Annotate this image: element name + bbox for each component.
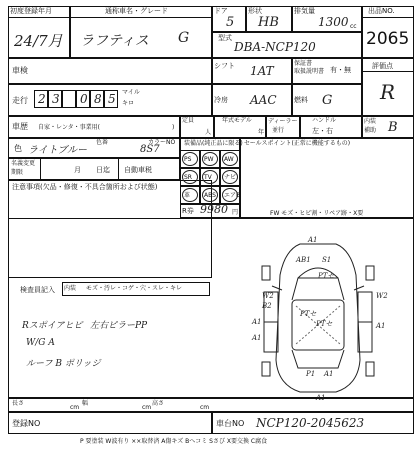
ac-value: AAC [250,93,277,107]
displacement-label: 排気量 [294,7,315,15]
equipment-item-label: SR [184,174,192,181]
auction-sheet: 初度登録年月 24/7月 通称車名・グレード ラフティス G ドア 5 形状 HB 排気量 1300 cc 型式 DBA-NCP120 出品NO. 2065 車検 シフト 1AT 保証書 取扱説明書 有・無 評価点 R 走行 2 3 0 8 5 マイル キロ 冷房 AAC 燃料 G 定員 人 年式モデル 年 ディーラー 並行 ハンドル 左・右 内装 補助 B 車歴 自家・レンタ・事業用( ) 色 ライトブルー 色番 8S7 カラーNO 名義変更 期限 月 日迄 自動車税 注意事項(欠品・修復・不具合箇所および状態) 装備品(純正品に限る) PS PW AW SR TV ナビ 革 ABS エアB R券 9980 円 セールスポイント(正常に機能するもの) FW モズ・ヒビ割・リペア跡・X要 検査員記入 内装 モズ・汚レ・コゲ・穴・スレ・キレ Rスポイアヒビ 左右ピラーPP W/G A ルーフ B ポリッジ A1 AB1 S1 PTセ W2 B2 A1 A1 W2 A1 PTセ PTセ P1 A1 A1 長さ cm 幅 cm 高さ cm 登録NO 車台NO NCP120-2045623 P 要塗装 W波有り ××取替済 A傷キズ Bへコミ Sさび X要交換 C腐食 [0,0,420,450]
history-close: ) [172,124,175,131]
first-reg-value: 24/7月 [14,32,63,50]
damage-mark: A1 [324,370,334,378]
damage-mark: PTセ [318,272,335,280]
month-label: 月 [74,166,81,174]
equipment-item-label: PS [184,156,192,163]
damage-mark: B2 [262,302,272,310]
warranty-choice: 有・無 [330,66,351,74]
displacement-unit: cc [350,23,357,30]
color-no-label: 色番 [96,139,109,146]
damage-mark: A1 [376,322,386,330]
shape-value: HB [258,15,279,30]
shape-label: 形状 [248,7,262,15]
model-year-label: 年式モデル [222,117,252,124]
damage-mark: A1 [316,394,326,402]
color-label: 色 [14,144,22,153]
color-value: ライトブルー [28,145,87,156]
damage-mark: AB1 [296,256,311,264]
equipment-item-label: 革 [184,192,191,199]
recycle-value: 9980 [200,203,228,216]
damage-mark: A1 [252,318,262,326]
lot-number: 2065 [366,29,410,49]
dealer-label: ディーラー [268,118,298,125]
inspector-interior-label: 内装 [64,285,77,292]
inspector-interior-text: モズ・汚レ・コゲ・穴・スレ・キレ [86,285,182,292]
shift-value: 1AT [250,64,274,78]
capacity-unit: 人 [205,129,212,136]
damage-legend: P 要塗装 W波有り ××取替済 A傷キズ Bへコミ Sさび X要交換 C腐食 [80,438,268,445]
capacity-label: 定員 [182,117,195,124]
door-label: ドア [214,7,228,15]
interior-label: 内装 [364,118,377,125]
color-change-label: カラーNO [148,139,176,146]
sales-point-footer: FW モズ・ヒビ割・リペア跡・X要 [270,210,364,217]
ac-label: 冷房 [214,96,228,104]
door-value: 5 [226,15,235,30]
model-year-unit: 年 [258,129,265,136]
width-label: 幅 [82,400,89,407]
score-label: 評価点 [372,62,393,70]
damage-mark: PTセ [300,310,317,318]
mileage-unit-mile: マイル [122,89,140,96]
damage-mark: A1 [308,236,318,244]
lot-label: 出品NO. [368,7,395,15]
model-value: DBA-NCP120 [234,40,316,54]
recycle-label: R券 [182,207,194,215]
equipment-item-label: ABS [204,192,216,199]
inspector-note-3: W/G A [26,338,55,348]
equipment-item-label: PW [204,156,214,163]
recycle-unit: 円 [232,209,239,216]
color-no-value: 8S7 [140,144,160,155]
warranty-sub-label: 取扱説明書 [294,68,325,75]
displacement-value: 1300 [318,15,349,29]
inspector-note-2: 左右ピラーPP [90,321,148,331]
name-change-label: 名義変更 [11,160,36,167]
length-label: 長さ [12,400,25,407]
damage-mark: P1 [306,370,316,378]
height-unit: cm [200,404,210,411]
name-grade-label: 通称車名・グレード [105,7,168,15]
interior-value: B [388,120,398,135]
tax-label: 自動車税 [124,166,152,174]
damage-mark: W2 [376,292,388,300]
inspector-note-4: ルーフ B ポリッジ [26,359,101,369]
damage-mark: S1 [322,256,332,264]
sales-point-label: セールスポイント(正常に機能するもの) [244,140,351,147]
car-name-value: ラフティス [80,33,149,49]
equipment-item-label: TV [204,174,212,181]
warranty-label: 保証書 [294,60,313,67]
inspector-note-1: Rスポイアヒビ [22,321,83,331]
grade-value: G [178,30,190,46]
width-unit: cm [142,404,152,411]
chassis-value: NCP120-2045623 [256,416,365,430]
model-label: 型式 [218,34,232,42]
name-change-deadline-label: 期限 [11,169,24,176]
dealer-parallel-label: 並行 [272,127,285,134]
equipment-item-label: ナビ [224,174,237,181]
equipment-label: 装備品(純正品に限る) [184,140,243,147]
chassis-label: 車台NO [216,419,245,428]
handle-value: 左・右 [312,127,333,135]
mileage-label: 走行 [12,96,28,105]
equipment-item-label: エアB [224,192,241,199]
length-unit: cm [70,404,80,411]
notes-label: 注意事項(欠品・修復・不具合箇所および状態) [12,183,158,191]
fuel-label: 燃料 [294,96,308,104]
damage-mark: W2 [262,292,274,300]
equipment-item-label: AW [224,156,234,163]
history-label: 車歴 [12,122,28,131]
first-reg-label: 初度登録年月 [10,7,52,15]
mileage-unit-km: キロ [122,100,135,107]
fuel-value: G [322,93,333,108]
handle-label: ハンドル [312,117,337,124]
inspector-label: 検査員記入 [20,286,55,294]
shaken-label: 車検 [12,66,28,75]
reg-no-label: 登録NO [12,419,41,428]
damage-mark: PTセ [316,320,333,328]
dimension-row [8,398,414,412]
day-label: 日迄 [96,166,110,174]
height-label: 高さ [152,400,165,407]
score-value: R [380,80,396,104]
history-options: 自家・レンタ・事業用( [38,124,100,131]
shift-label: シフト [214,62,235,70]
interior-aux-label: 補助 [364,127,377,134]
damage-mark: A1 [252,334,262,342]
